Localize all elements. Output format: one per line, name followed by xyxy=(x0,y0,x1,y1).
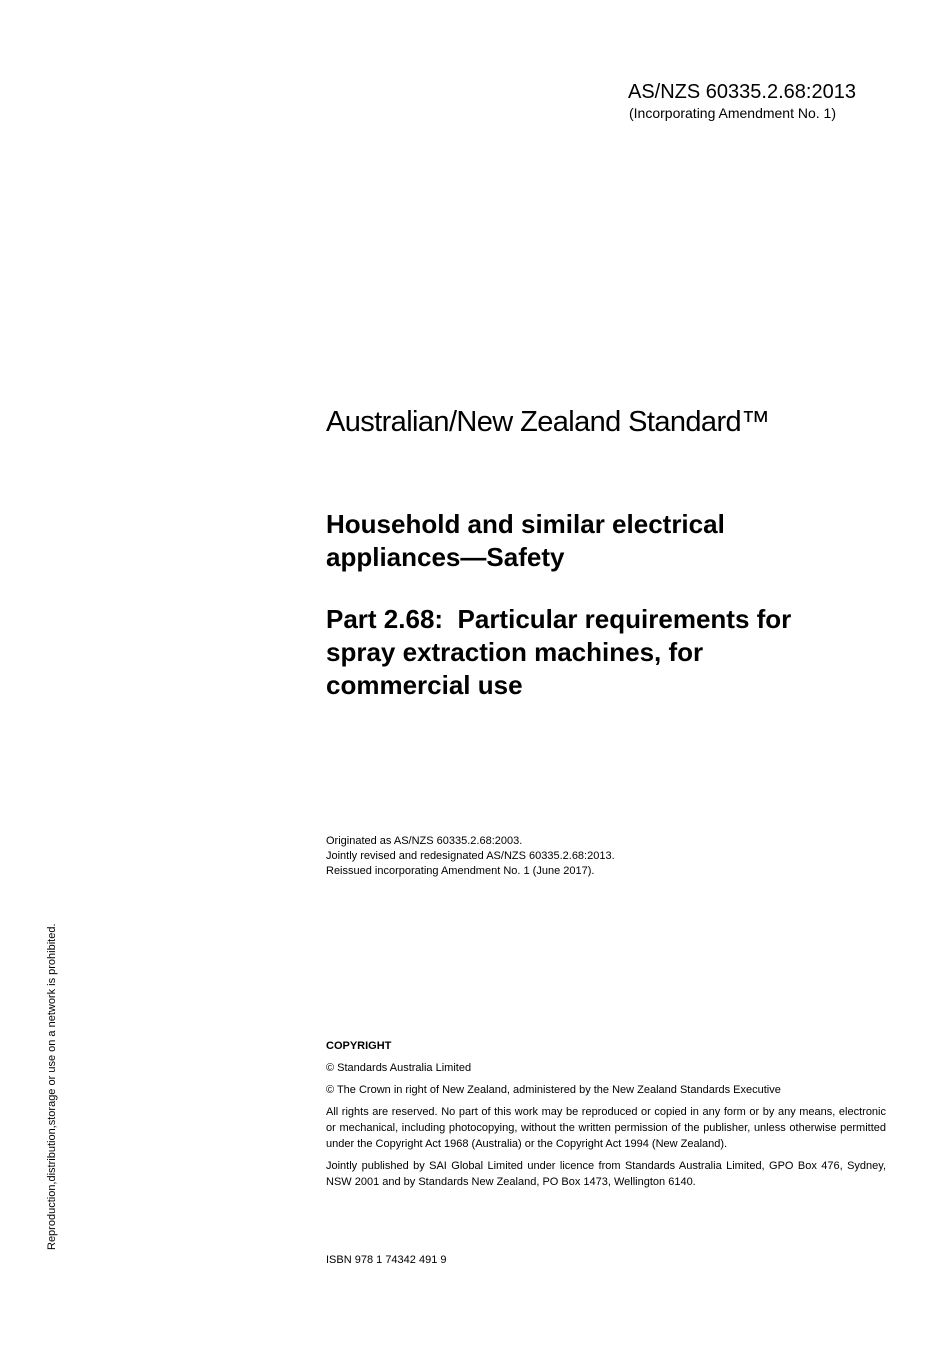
publisher-statement: Jointly published by SAI Global Limited under licence from Standards Australia Limited, GPO Box 476, Sydney, NSW 2001 and by Standards New Zealand, PO Box 1473, Wellington 6140. xyxy=(326,1160,886,1188)
copyright-heading: COPYRIGHT xyxy=(326,1040,392,1052)
part-line: Part 2.68: Particular requirements for xyxy=(326,604,792,634)
amendment-note: (Incorporating Amendment No. 1) xyxy=(629,105,836,121)
revision-history xyxy=(326,834,615,879)
isbn: ISBN 978 1 74342 491 9 xyxy=(326,1254,447,1266)
rights-statement: All rights are reserved. No part of this work may be reproduced or copied in any form or by any means, electronic or mechanical, including photocopying, without the written permission of the publisher, unless otherwise permitted under the Copyright Act 1968 (Australia) or the Copyright Act 1994 (New Zealand). xyxy=(326,1106,886,1150)
document-title xyxy=(326,508,886,574)
copyright-holder: © Standards Australia Limited xyxy=(326,1062,472,1074)
history-line: Reissued incorporating Amendment No. 1 (June 2017). xyxy=(326,865,595,877)
title-line: appliances—Safety xyxy=(326,542,565,572)
sidebar-notice: Reproduction,distribution,storage or use on a network is prohibited. xyxy=(46,923,58,1250)
part-line: commercial use xyxy=(326,670,523,700)
history-line: Jointly revised and redesignated AS/NZS 60335.2.68:2013. xyxy=(326,850,615,862)
history-line: Originated as AS/NZS 60335.2.68:2003. xyxy=(326,835,523,847)
copyright-block xyxy=(326,1038,886,1196)
standard-number: AS/NZS 60335.2.68:2013 xyxy=(628,81,856,103)
document-heading: Australian/New Zealand Standard™ xyxy=(326,406,770,438)
title-line: Household and similar electrical xyxy=(326,509,725,539)
part-title xyxy=(326,603,886,702)
copyright-holder: © The Crown in right of New Zealand, administered by the New Zealand Standards Executive xyxy=(326,1084,781,1096)
part-line: spray extraction machines, for xyxy=(326,637,704,667)
